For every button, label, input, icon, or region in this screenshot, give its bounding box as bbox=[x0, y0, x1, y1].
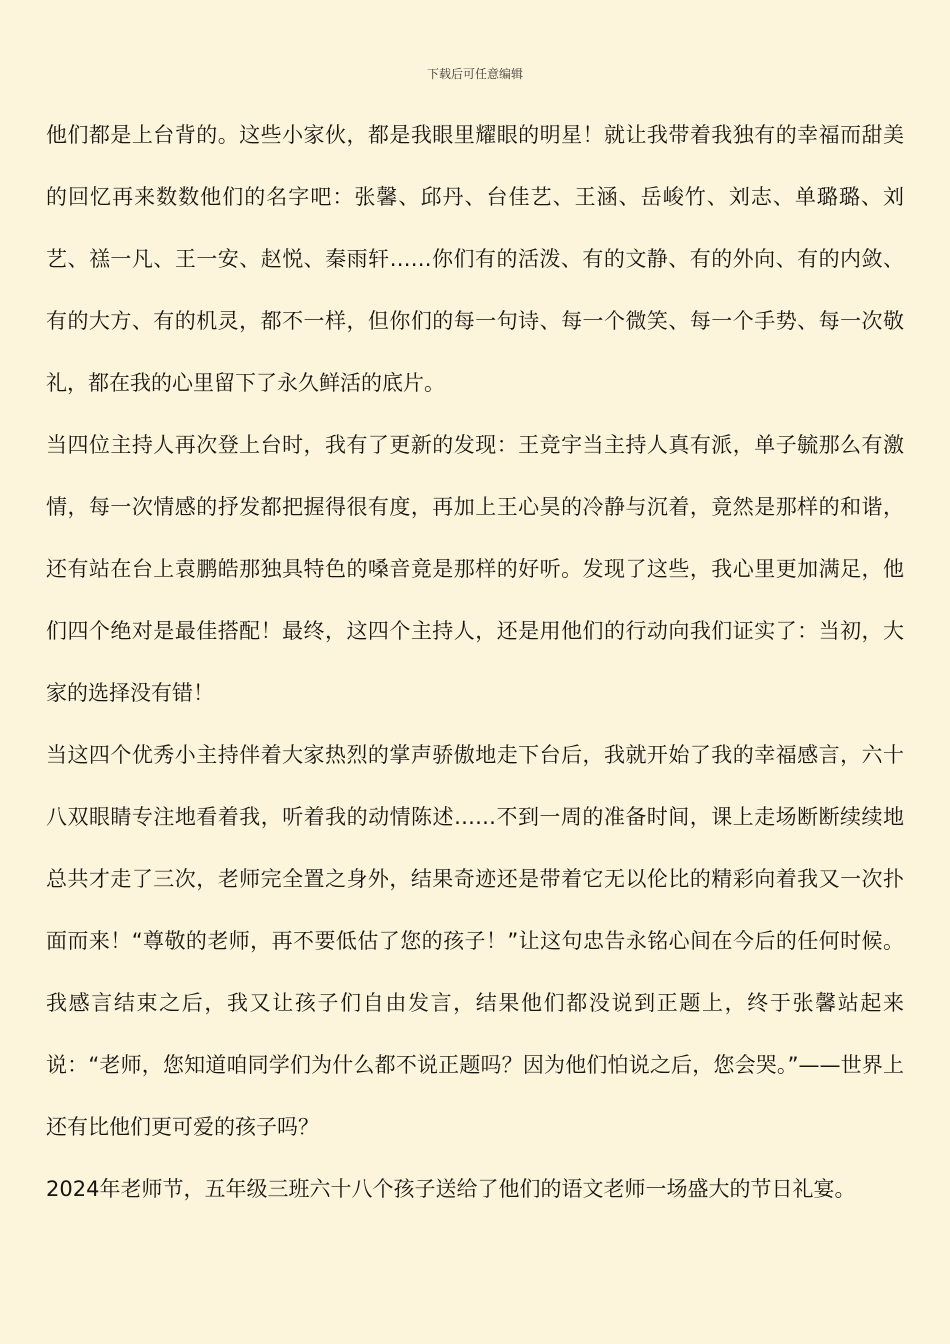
page-header-note: 下载后可任意编辑 bbox=[426, 67, 523, 81]
paragraph-names-memory: 他们都是上台背的。这些小家伙，都是我眼里耀眼的明星！就让我带着我独有的幸福而甜美的回忆再来数数他们的名字吧：张馨、邱丹、台佳艺、王涵、岳峻竹、刘志、单璐璐、刘艺、禚一凡、王一安、赵悦、秦雨轩……你们有的活泼、有的文静、有的外向、有的内敛、有的大方、有的机灵，都不一样，但你们的每一句诗、每一个微笑、每一个手势、每一次敬礼，都在我的心里留下了永久鲜活的底片。 bbox=[46, 123, 904, 395]
document-body bbox=[46, 104, 904, 1220]
paragraph-speech: 当这四个优秀小主持伴着大家热烈的掌声骄傲地走下台后，我就开始了我的幸福感言，六十八双眼睛专注地看着我，听着我的动情陈述……不到一周的准备时间，课上走场断断续续地总共才走了三次，老师完全置之身外，结果奇迹还是带着它无以伦比的精彩向着我又一次扑面而来！“尊敬的老师，再不要低估了您的孩子！”让这句忠告永铭心间在今后的任何时候。我感言结束之后，我又让孩子们自由发言，结果他们都没说到正题上，终于张馨站起来说：“老师，您知道咱同学们为什么都不说正题吗？因为他们怕说之后，您会哭。”——世界上还有比他们更可爱的孩子吗？ bbox=[46, 743, 904, 1139]
paragraph-closing: 2024年老师节，五年级三班六十八个孩子送给了他们的语文老师一场盛大的节日礼宴。 bbox=[46, 1177, 856, 1201]
paragraph-hosts: 当四位主持人再次登上台时，我有了更新的发现：王竞宇当主持人真有派，单子毓那么有激情，每一次情感的抒发都把握得很有度，再加上王心昊的冷静与沉着，竟然是那样的和谐，还有站在台上袁鹏皓那独具特色的嗓音竟是那样的好听。发现了这些，我心里更加满足，他们四个绝对是最佳搭配！最终，这四个主持人，还是用他们的行动向我们证实了：当初，大家的选择没有错！ bbox=[46, 433, 904, 705]
